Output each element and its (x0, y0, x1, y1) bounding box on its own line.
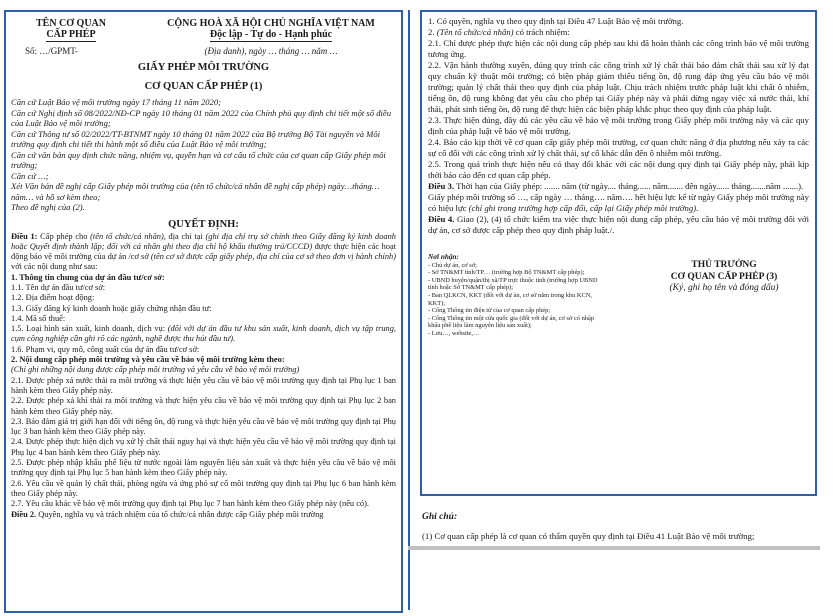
authority-title: CƠ QUAN CẤP PHÉP (1) (144, 81, 263, 92)
decision-heading: QUYẾT ĐỊNH: (168, 218, 239, 230)
permit-page-2 (420, 10, 817, 496)
recipients-list: Nơi nhận: - Chủ dự án, cơ sở; - Sở TN&MT tỉnh/TP… (trường hợp Bộ TN&MT cấp phép); - UBND huyện/quận/thị xã/TP trực thuộc tỉnh (trường hợp UBND tỉnh hoặc Sở TN&MT cấp phép); - Ban QLKCN, KKT (đối với dự án, cơ sở nằm trong khu KCN, KKT); - Cổng Thông tin điện tử của cơ quan cấp phép; - Cổng Thông tin một cửa quốc gia (đối với dự án, cơ sở có nhập khẩu phế liệu làm nguyên liệu sản xuất); - Lưu…, website,… (428, 253, 598, 337)
article-4: Điều 4. Giao (2), (4) tổ chức kiểm tra việc thực hiện nội dung cấp phép, yêu cầu bảo vệ môi trường đối với dự án, cơ sở được cấp phép theo quy định pháp luật./. (428, 214, 809, 235)
signer: THỦ TRƯỞNG CƠ QUAN CẤP PHÉP (3) (Ký, ghi họ tên và đóng dấu) (669, 260, 779, 293)
article-3: Điều 3. Thời hạn của Giấy phép: ....... năm (từ ngày.... tháng...... năm....... đến ngày...... tháng.......năm .......). (428, 181, 804, 191)
signature-block (428, 254, 809, 338)
permit-page-1 (4, 10, 403, 613)
footnote: Ghi chú: (1) Cơ quan cấp phép là cơ quan có thẩm quyền quy định tại Điều 41 Luật Bảo vệ môi trường; (422, 512, 755, 541)
document-title: GIẤY PHÉP MÔI TRƯỜNG (137, 62, 270, 73)
page-2-body: 1. Có quyền, nghĩa vụ theo quy định tại Điều 47 Luật Bảo vệ môi trường. 2. (Tên tổ chức/cá nhân) có trách nhiệm: 2.1. Chỉ được phép thực hiện các nội dung cấp phép sau khi đã hoàn thành các công trình bảo vệ môi trường tương ứng. 2.2. Vận hành thường xuyên, đúng quy trình các công trình xử lý chất thải bảo đảm chất thải sau xử lý đạt quy chuẩn kỹ thuật môi trường; có biện pháp giảm thiểu tiếng ồn, độ rung đáp ứng yêu cầu bảo vệ môi trường; quản lý chất thải theo quy định của pháp luật. Chịu trách nhiệm trước pháp luật khi chất ô nhiễm, tiếng ồn, độ rung không đạt yêu cầu cho phép tại Giấy phép này và phải dừng ngay việc xả nước thải, khí thải, phát sinh tiếng ồn, độ rung để thực hiện các biện pháp khắc phục theo quy định của pháp luật. 2.3. Thực hiện đúng, đầy đủ các yêu cầu về bảo vệ môi trường trong Giấy phép môi trường này và các quy định của pháp luật về bảo vệ môi trường. 2.4. Báo cáo kịp thời về cơ quan cấp giấy phép môi trường, cơ quan chức năng ở địa phương nếu xảy ra các sự cố đối với các công trình xử lý chất thải, sự cố khác dẫn đến ô nhiễm môi trường. 2.5. Trong quá trình thực hiện nếu có thay đổi khác với các nội dung quy định tại Giấy phép này, phải kịp thời báo cáo đến cơ quan cấp phép. Điều 3. Thời hạn của Giấy phép: ....... năm (từ ngày.... tháng...... năm....... đến ngày...... tháng.......năm .......). Giấy phép môi trường số …, cấp ngày … tháng…. năm…. hết hiệu lực kể từ ngày Giấy phép môi trường này có hiệu lực (chỉ ghi trong trường hợp cấp đổi, cấp lại Giấy phép môi trường). Điều 4. Giao (2), (4) tổ chức kiểm tra việc thực hiện nội dung cấp phép, yêu cầu bảo vệ môi trường đối với dự án, cơ sở được cấp phép theo quy định pháp luật./. (428, 16, 809, 235)
issuing-agency: TÊN CƠ QUAN CẤP PHÉP (35, 18, 106, 40)
page-divider (408, 10, 410, 610)
footnote-rule (408, 546, 820, 550)
place-date: (Địa danh), ngày … tháng … năm … (204, 46, 338, 56)
article-1: Điều 1: Cấp phép cho (tên tổ chức/cá nhân), địa chỉ tại (ghi địa chỉ trụ sở chính theo Giấy đăng ký kinh doanh hoặc Quyết định thành lập; đối với cá nhân ghi theo địa chỉ hộ khẩu thường trú/CCCD) được thực hiện các hoạt động bảo vệ môi trường của dự án /cơ sở (tên cơ sở được cấp giấy phép, địa chỉ của cơ sở theo đơn vị hành chính) với các nội dung như sau: (11, 231, 397, 272)
document-header (11, 18, 396, 42)
section-2-heading: 2. Nội dung cấp phép môi trường và yêu cầu về bảo vệ môi trường kèm theo: (11, 355, 285, 365)
document-number: Số: …/GPMT- (25, 46, 78, 56)
legal-basis: Căn cứ Luật Bảo vệ môi trường ngày 17 tháng 11 năm 2020; Căn cứ Nghị định số 08/2022/NĐ-CP ngày 10 tháng 01 năm 2022 của Chính phủ quy định chi tiết một số điều của Luật Bảo vệ môi trường; Căn cứ Thông tư số 02/2022/TT-BTNMT ngày 10 tháng 01 năm 2022 của Bộ trưởng Bộ Tài nguyên và Môi trường quy định chi tiết thi hành một số điều của Luật Bảo vệ môi trường; Căn cứ văn bản quy định chức năng, nhiệm vụ, quyền hạn và cơ cấu tổ chức của cơ quan cấp Giấy phép môi trường; Căn cứ …; Xét Văn bản đề nghị cấp Giấy phép môi trường của (tên tổ chức/cá nhân đề nghị cấp phép) ngày…tháng… năm… và hồ sơ kèm theo; Theo đề nghị của (2). (11, 97, 392, 212)
decision-body: Điều 1: Cấp phép cho (tên tổ chức/cá nhân), địa chỉ tại (ghi địa chỉ trụ sở chính theo Giấy đăng ký kinh doanh hoặc Quyết định thành lập; đối với cá nhân ghi theo địa chỉ hộ khẩu thường trú/CCCD) được thực hiện các hoạt động bảo vệ môi trường của dự án /cơ sở (tên cơ sở được cấp giấy phép, địa chỉ của cơ sở theo đơn vị hành chính) với các nội dung như sau: 1. Thông tin chung của dự án đầu tư/cơ sở: 1.1. Tên dự án đầu tư/cơ sở: 1.2. Địa điểm hoạt động: 1.3. Giấy đăng ký kinh doanh hoặc giấy chứng nhận đầu tư: 1.4. Mã số thuế: 1.5. Loại hình sản xuất, kinh doanh, dịch vụ: (đối với dự án đầu tư khu sản xuất, kinh doanh, dịch vụ tập trung, cụm công nghiệp cần ghi rõ các ngành, nghề được thu hút đầu tư). 1.6. Phạm vi, quy mô, công suất của dự án đầu tư/cơ sở: 2. Nội dung cấp phép môi trường và yêu cầu về bảo vệ môi trường kèm theo: (Chỉ ghi những nội dung được cấp phép môi trường và yêu cầu về bảo vệ môi trường) 2.1. Được phép xả nước thải ra môi trường và thực hiện yêu cầu về bảo vệ môi trường quy định tại Phụ lục 1 ban hành kèm theo Giấy phép này. 2.2. Được phép xả khí thải ra môi trường và thực hiện yêu cầu về bảo vệ môi trường quy định tại Phụ lục 2 ban hành kèm theo Giấy phép này. 2.3. Bảo đảm giá trị giới hạn đối với tiếng ồn, độ rung và thực hiện yêu cầu về bảo vệ môi trường quy định tại Phụ lục 3 ban hành kèm theo Giấy phép này. 2.4. Được phép thực hiện dịch vụ xử lý chất thải nguy hại và thực hiện yêu cầu về bảo vệ môi trường quy định tại Phụ lục 4 ban hành kèm theo Giấy phép này. 2.5. Được phép nhập khẩu phế liệu từ nước ngoài làm nguyên liệu sản xuất và thực hiện yêu cầu về bảo vệ môi trường quy định tại Phụ lục 5 ban hành kèm theo Giấy phép này. 2.6. Yêu cầu về quản lý chất thải, phòng ngừa và ứng phó sự cố môi trường quy định tại Phụ lục 6 ban hành kèm theo Giấy phép này. 2.7. Yêu cầu khác về bảo vệ môi trường quy định tại Phụ lục 7 ban hành kèm theo Giấy phép này (nếu có). Điều 2. Quyền, nghĩa vụ và trách nhiệm của tổ chức/cá nhân được cấp Giấy phép môi trường (11, 231, 397, 519)
national-title: CỘNG HOÀ XÃ HỘI CHỦ NGHĨA VIỆT NAM Độc lập - Tự do - Hạnh phúc (167, 18, 375, 40)
article-2: Điều 2. Quyền, nghĩa vụ và trách nhiệm của tổ chức/cá nhân được cấp Giấy phép môi trường (11, 509, 324, 519)
section-1-heading: 1. Thông tin chung của dự án đầu tư/cơ sở: (11, 272, 165, 282)
